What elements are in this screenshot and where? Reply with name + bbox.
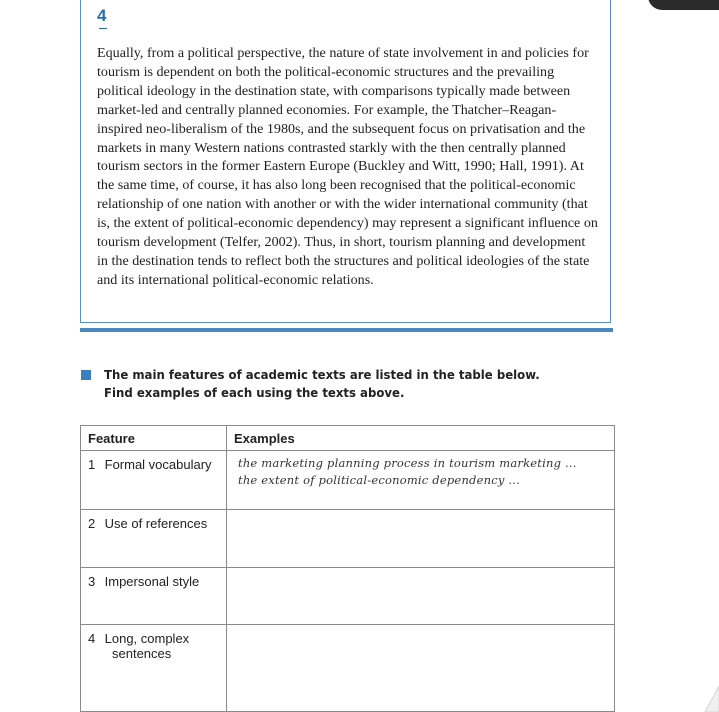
feature-number: 2 — [88, 516, 96, 531]
feature-cell — [81, 510, 227, 568]
extract-number: 4 — [97, 6, 107, 25]
features-table — [80, 425, 615, 712]
table-row — [81, 625, 615, 712]
section-divider — [80, 328, 613, 332]
extract-number-underline — [99, 28, 107, 29]
feature-label: Impersonal style — [104, 574, 200, 589]
handwritten-example: the extent of political-economic dependency ... — [238, 473, 520, 487]
feature-label: Long, complex — [104, 631, 190, 646]
feature-number: 1 — [88, 457, 96, 472]
task-instruction: The main features of academic texts are listed in the table below. Find examples of each using the texts above. — [104, 367, 540, 400]
handwritten-example: the marketing planning process in tourism marketing ... — [238, 456, 577, 470]
feature-column-header: Feature — [81, 426, 227, 451]
feature-number: 3 — [88, 574, 96, 589]
table-header-row — [81, 426, 615, 451]
example-cell[interactable] — [227, 568, 615, 625]
examples-column-header: Examples — [227, 426, 615, 451]
feature-cell — [81, 568, 227, 625]
square-bullet-icon — [81, 370, 91, 380]
example-cell[interactable] — [227, 625, 615, 712]
table-row — [81, 568, 615, 625]
feature-label-continuation: sentences — [112, 646, 172, 661]
extract-paragraph: Equally, from a political perspective, the nature of state involvement in and policies for tourism is dependent on both the political-economic structures and the prevailing political ideology in the destination state, with comparisons typically made between market-led and centrally planned economies. For example, the Thatcher–Reagan-inspired neo-liberalism of the 1980s, and the subsequent focus on privatisation and the markets in many Western nations contrasted starkly with the then centrally planned tourism sectors in the former Eastern Europe (Buckley and Witt, 1990; Hall, 1991). At the same time, of course, it has also long been recognised that the political-economic relationship of one nation with another or with the wider international community (that is, the extent of political-economic dependency) may represent a significant influence on tourism development (Telfer, 2002). Thus, in short, tourism planning and development in the destination tends to reflect both the structures and political ideologies of the state and its international political-economic relations. — [97, 45, 598, 288]
example-cell[interactable] — [227, 451, 615, 510]
feature-label: Use of references — [104, 516, 208, 531]
feature-number: 4 — [88, 631, 96, 646]
feature-label: Formal vocabulary — [104, 457, 212, 472]
feature-cell — [81, 451, 227, 510]
table-row — [81, 451, 615, 510]
corner-tab — [648, 0, 719, 10]
feature-cell — [81, 625, 227, 712]
table-row — [81, 510, 615, 568]
page-curl-icon — [705, 686, 719, 712]
extract-box — [80, 0, 611, 323]
example-cell[interactable] — [227, 510, 615, 568]
